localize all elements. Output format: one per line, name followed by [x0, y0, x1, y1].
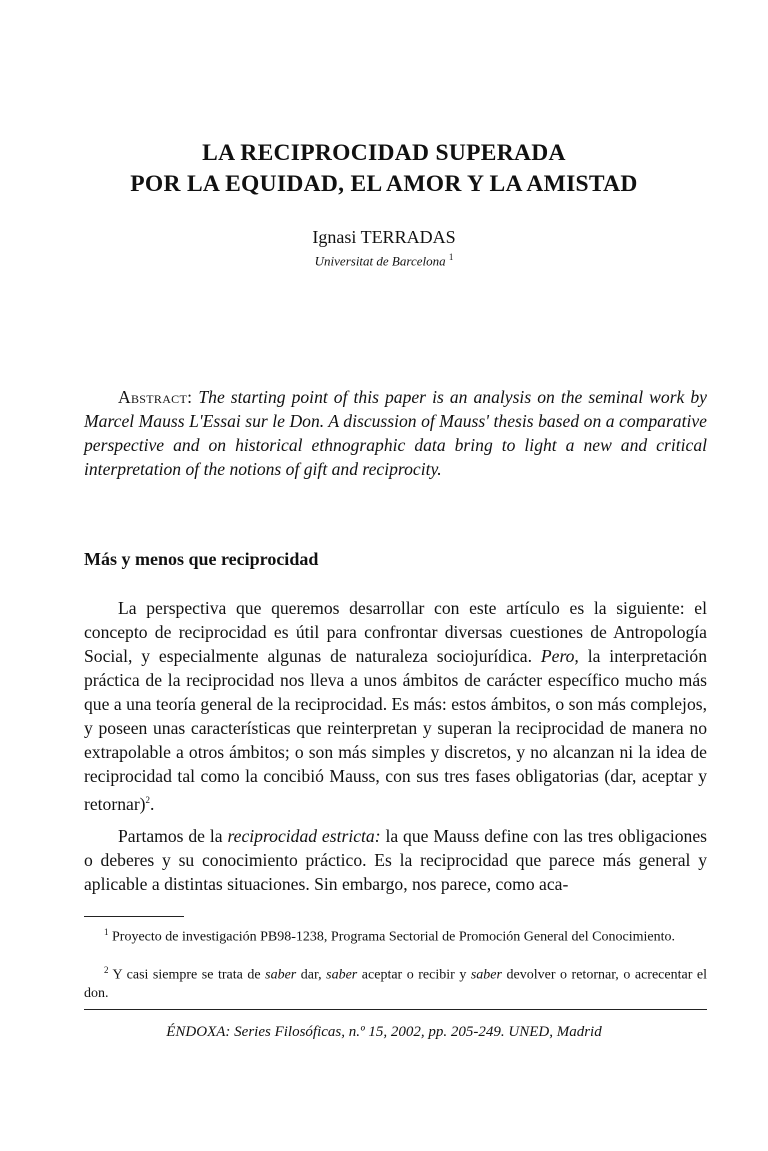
abstract-label: Abstract:	[118, 387, 193, 407]
footer-divider	[84, 1009, 707, 1010]
footnote-1-text: Proyecto de investigación PB98-1238, Programa Sectorial de Promoción General del Conocimiento.	[112, 929, 675, 945]
footnote-2-text-b: dar,	[296, 967, 327, 983]
body-paragraph-1	[84, 596, 707, 816]
p1-emphasis: Pero,	[540, 646, 579, 666]
p1-text-b: la interpretación práctica de la reciprocidad nos lleva a unos ámbitos de carácter específico mucho más que a una teoría general de la reciprocidad. Es más: estos ámbitos, o son más complejos, y poseen unas características que reinterpretan y superan la reciprocidad de manera no extrapolable a otros ámbitos; o son más simples y discretos, y no alcanzan ni la idea de reciprocidad tal como la concibió Mauss, con sus tres fases obligatorias (dar, aceptar y retornar)	[84, 646, 707, 814]
p2-text-a: Partamos de la	[118, 826, 228, 846]
footnote-2-saber-1: saber	[265, 967, 297, 983]
p1-text-a: La perspectiva que queremos desarrollar con este artículo es la siguiente: el concepto de reciprocidad es útil para confrontar diversas cuestiones de Antropología Social, y especialmente algunas de naturaleza sociojurídica.	[84, 598, 707, 666]
author-affiliation	[0, 249, 768, 269]
title-line-2: POR LA EQUIDAD, EL AMOR Y LA AMISTAD	[130, 171, 638, 197]
footnote-2-text-c: aceptar o recibir y	[357, 967, 471, 983]
paper-title	[0, 138, 768, 200]
journal-citation: ÉNDOXA: Series Filosóficas, n.º 15, 2002, pp. 205-249. UNED, Madrid	[166, 1024, 602, 1040]
footnote-1-number: 1	[104, 927, 109, 937]
author-name: Ignasi TERRADAS	[312, 227, 456, 247]
footnote-1	[84, 923, 707, 947]
p2-text-b: la que Mauss define con las tres obligaciones o deberes y su conocimiento práctico. Es la reciprocidad que parece más general y aplicable a distintas situaciones. Sin embargo, nos parece, como aca-	[84, 826, 707, 894]
abstract-text: The starting point of this paper is an analysis on the seminal work by Marcel Mauss L'Essai sur le Don. A discussion of Mauss' thesis based on a comparative perspective and on historical ethnographic data bring to light a new and critical interpretation of the notions of gift and reciprocity.	[84, 387, 707, 479]
footnote-2-saber-3: saber	[470, 967, 502, 983]
p2-term: reciprocidad estricta:	[227, 826, 381, 846]
body-paragraph-2	[84, 824, 707, 896]
footnote-2-text-a: Y casi siempre se trata de	[112, 967, 266, 983]
p1-end: .	[150, 793, 155, 814]
affiliation-text: Universitat de Barcelona	[314, 253, 446, 269]
footnote-ref-2: 2	[145, 795, 151, 805]
footnote-divider	[84, 916, 184, 917]
footnote-2-saber-2: saber	[326, 967, 358, 983]
section-heading: Más y menos que reciprocidad	[84, 549, 319, 569]
footnote-2-text-d: devolver o retornar, o acrecentar el don.	[84, 967, 707, 1001]
footnote-2	[84, 961, 707, 1003]
title-line-1: LA RECIPROCIDAD SUPERADA	[202, 140, 566, 166]
footnote-ref-1: 1	[448, 252, 454, 262]
footnote-2-number: 2	[104, 965, 109, 975]
abstract	[84, 385, 707, 481]
